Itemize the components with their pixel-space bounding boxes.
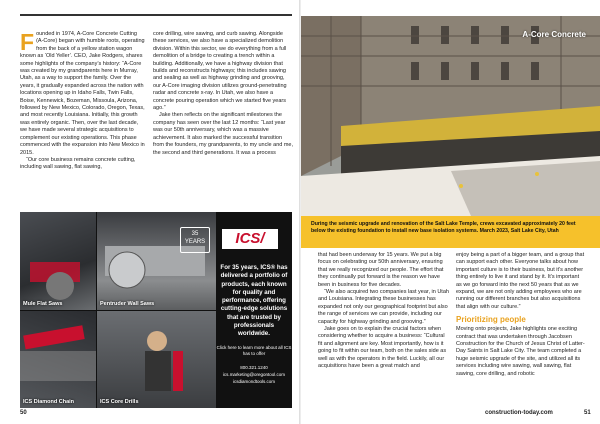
right-column-2 [456, 252, 586, 378]
paragraph: that had been underway for 15 years. We put a big focus on celebrating our 50th anniversary, ensuring that we really recognized our people. The effort that they continually put forward is the reason we have been in business for five decades. [318, 252, 444, 288]
page-number-left: 50 [20, 410, 27, 416]
ics-advertisement[interactable] [20, 212, 292, 408]
ad-tile-ics-core-drills [97, 311, 216, 408]
ad-tile-mule-flat-saws [20, 212, 96, 310]
ad-cta[interactable]: Click here to learn more about all ICS has to offer [216, 344, 292, 356]
page-number-right: 51 [584, 410, 591, 416]
ics-logo: ICS/ [222, 229, 278, 249]
ad-tile-label: ICS Core Drills [100, 399, 139, 405]
ad-description: For 35 years, ICS® has delivered a portfolio of products, each known for quality and performance, offering cutting-edge solutions that are trusted by professionals worldwide. [220, 264, 288, 338]
left-column-1 [20, 31, 145, 172]
ad-phone: 800.321.1240 [240, 364, 268, 370]
ad-tile-label: Mule Flat Saws [23, 301, 63, 307]
left-column-2 [153, 31, 293, 157]
ad-tile-ics-diamond-chain [20, 311, 96, 408]
anniversary-badge: 35 YEARS [180, 227, 210, 253]
ad-email[interactable]: ics.marketing@oregontool.com [222, 371, 286, 377]
paragraph: core drilling, wire sawing, and curb sawing. Alongside these services, we also have a specialized demolition division. Within this sector, we do everything from a full demolition of a bridge to creating a trench within a building. Additionally, we have a highway division that builds and reconstructs highways; this includes sawing and sealing as well as highway grinding and grooving, our A-Core imaging division utilizes ground-penetrating radar and concrete x-ray. In Utah, we also have a concrete pouring operation which we started five years ago.” [153, 31, 287, 112]
photo-credit-tag: A-Core Concrete [522, 30, 586, 39]
photo-caption [301, 216, 600, 248]
paragraph: “We also acquired two companies last year, in Utah and Louisiana. Integrating these businesses has expanded not only our geographical footprint but also the range of services we can provide, including our capacity for highway grinding and grooving.” [318, 289, 449, 325]
flat-saw-graphic [20, 212, 96, 310]
paragraph: Moving onto projects, Jake highlights one exciting contract that was undertaken through Jacobsen Construction for the Church of Jesus Christ of Latter-Day Saints in Salt Lake City. The team completed a huge seismic upgrade of the site, and utilized all its services including wire sawing, wall sawing, flat sawing, core drilling, and robotic [456, 326, 585, 377]
caption-text: During the seismic upgrade and renovation of the Salt Lake Temple, crews excavated approximately 20 feet below the existing foundation to install new base isolation systems. March 2023, Salt Lake City, Utah [311, 221, 576, 234]
ad-tile-label: ICS Diamond Chain [23, 399, 75, 405]
paragraph: Jake goes on to explain the crucial factors when considering whether to acquire a business: “Cultural fit and alignment are key. Most importantly, how is it going to fit within our team, both on the sales side as well as with the operators in the field. Luckily, all our acquisitions have been a great match and [318, 326, 447, 370]
paragraph: “Our core business remains concrete cutting, including wall sawing, flat sawing, [20, 156, 136, 171]
right-column-1 [318, 252, 450, 371]
top-rule [20, 14, 292, 16]
paragraph: Jake then reflects on the significant milestones the company has seen over the last 12 months: “Last year was our 50th anniversary, which was a massive achievement. It also marked the successful transition from the founders, my grandparents, to my uncle and me, the second and third generations. It was a process [153, 112, 294, 156]
chain-saw-graphic [20, 311, 96, 408]
paragraph: enjoy being a part of a bigger team, and a group that can support each other. Everyone talks about how important culture is to their business, but it’s another thing entirely to live it and stand by it. It’s important as we go forward into the next 50 years that as we expand, we are not only adding employees who are running our different branches but also acquisitions that align with our culture.” [456, 252, 585, 310]
temple-construction-photo [301, 16, 600, 216]
site-url[interactable]: construction-today.com [485, 410, 553, 416]
drop-cap: F [20, 29, 35, 55]
core-drill-graphic [97, 311, 216, 408]
paragraph: ounded in 1974, A-Core Concrete Cutting (A-Core) began with humble roots, operating from the back of a yellow station wagon known as ‘Old Yeller’. CEO, Jake Rodgers, shares some highlights of the company’s history: “A-Core was created by my grandparents here in Murray, Utah, as a way to support the family. Over the years, it gradually expanded across the nation with locations opening up in Idaho Falls, Twin Falls, Boise, Kennewick, Bozeman, Missoula, Arizona, followed by New Mexico, Colorado, Oregon, Texas, and most recently Louisiana. Initially, this growth was entirely organic. Then, over the last decade, we have made several strategic acquisitions to complement our existing operations. This phase commenced with the expansion into New Mexico in 2015. [20, 31, 145, 156]
section-subhead: Prioritizing people [456, 315, 526, 325]
construction-photo-graphic [301, 16, 600, 216]
ad-website[interactable]: icsdiamondtools.com [232, 378, 276, 384]
ad-copy [216, 264, 292, 385]
ad-tile-label: Pentruder Wall Saws [100, 301, 155, 307]
